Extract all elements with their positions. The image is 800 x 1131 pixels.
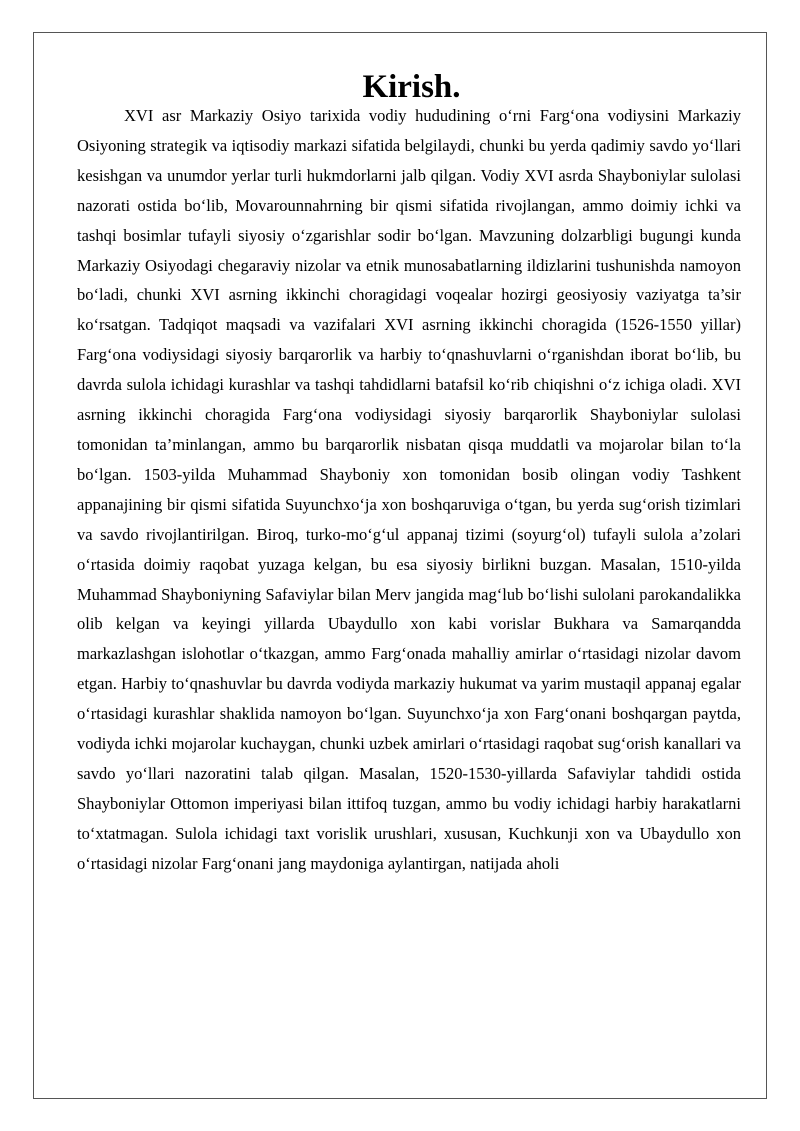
document-body <box>77 69 741 879</box>
document-title: Kirish. <box>362 69 461 105</box>
body-paragraph: XVI asr Markaziy Osiyo tarixida vodiy hududining o‘rni Farg‘ona vodiysini Markaziy Osiyoning strategik va iqtisodiy markazi sifatida belgilaydi, chunki bu yerda qadimiy savdo yo‘llari kesishgan va unumdor yerlar turli hukmdorlarni jalb qilgan. Vodiy XVI asrda Shayboniylar sulolasi nazorati ostida bo‘lib, Movarounnahrning bir qismi sifatida rivojlangan, ammo doimiy ichki va tashqi bosimlar tufayli siyosiy o‘zgarishlar sodir bo‘lgan. Mavzuning dolzarbligi bugungi kunda Markaziy Osiyodagi chegaraviy nizolar va etnik munosabatlarning ildizlarini tushunishda namoyon bo‘ladi, chunki XVI asrning ikkinchi choragidagi voqealar hozirgi geosiyosiy vaziyatga ta’sir ko‘rsatgan. Tadqiqot maqsadi va vazifalari XVI asrning ikkinchi choragida (1526-1550 yillar) Farg‘ona vodiysidagi siyosiy barqarorlik va harbiy to‘qnashuvlarni o‘rganishdan iborat bo‘lib, bu davrda sulola ichidagi kurashlar va tashqi tahdidlarni batafsil ko‘rib chiqishni o‘z ichiga oladi. XVI asrning ikkinchi choragida Farg‘ona vodiysidagi siyosiy barqarorlik Shayboniylar sulolasi tomonidan ta’minlangan, ammo bu barqarorlik nisbatan qisqa muddatli va mojarolar bilan to‘la bo‘lgan. 1503-yilda Muhammad Shayboniy xon tomonidan bosib olingan vodiy Tashkent appanajining bir qismi sifatida Suyunchxo‘ja xon boshqaruviga o‘tgan, bu yerda sug‘orish tizimlari va savdo rivojlantirilgan. Biroq, turko-mo‘g‘ul appanaj tizimi (soyurg‘ol) tufayli sulola a’zolari o‘rtasida doimiy raqobat yuzaga kelgan, bu esa siyosiy birlikni buzgan. Masalan, 1510-yilda Muhammad Shayboniyning Safaviylar bilan Merv jangida mag‘lub bo‘lishi sulolani parokandalikka olib kelgan va keyingi yillarda Ubaydullo xon kabi vorislar Bukhara va Samarqandda markazlashgan islohotlar o‘tkazgan, ammo Farg‘onada mahalliy amirlar o‘rtasidagi nizolar davom etgan. Harbiy to‘qnashuvlar bu davrda vodiyda markaziy hukumat va yarim mustaqil appanaj egalar o‘rtasidagi kurashlar shaklida namoyon bo‘lgan. Suyunchxo‘ja xon Farg‘onani boshqargan paytda, vodiyda ichki mojarolar kuchaygan, chunki uzbek amirlari o‘rtasidagi raqobat sug‘orish kanallari va savdo yo‘llari nazoratini talab qilgan. Masalan, 1520-1530-yillarda Safaviylar tahdidi ostida Shayboniylar Ottomon imperiyasi bilan ittifoq tuzgan, ammo bu vodiy ichidagi harbiy harakatlarni to‘xtatmagan. Sulola ichidagi taxt vorislik urushlari, xususan, Kuchkunji xon va Ubaydullo xon o‘rtasidagi nizolar Farg‘onani jang maydoniga aylantirgan, natijada aholi <box>77 106 741 873</box>
